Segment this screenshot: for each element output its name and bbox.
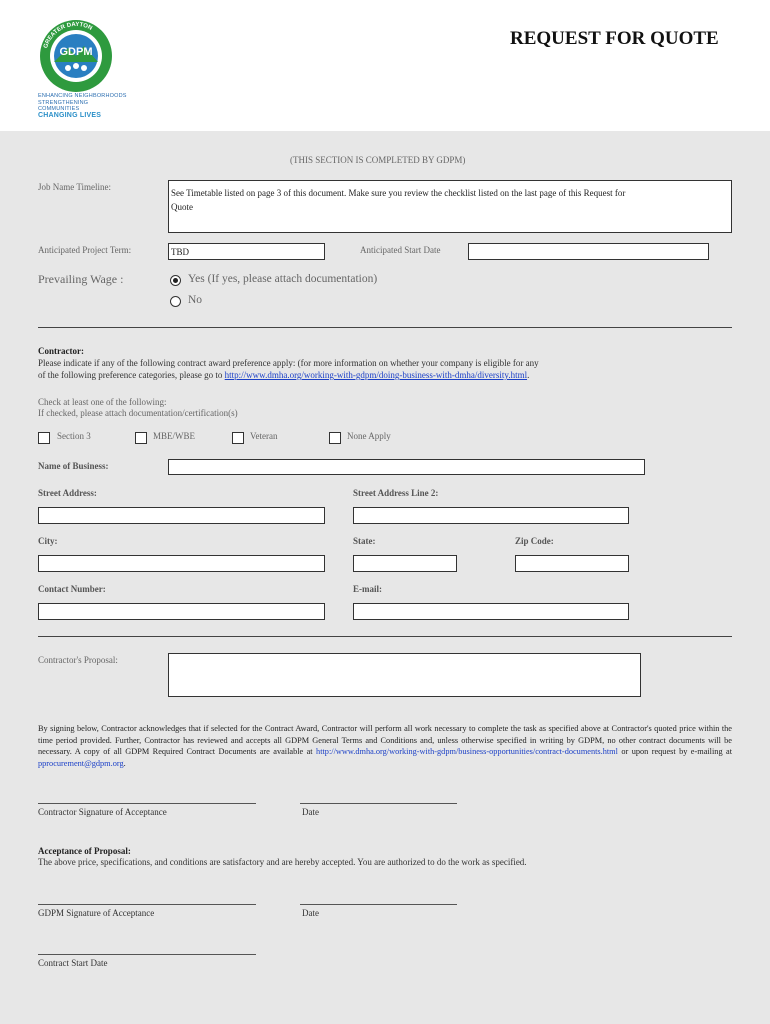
state-label: State: [353, 536, 376, 546]
business-label: Name of Business: [38, 461, 109, 471]
start-date-label: Anticipated Start Date [360, 245, 441, 255]
gdpm-logo [38, 18, 114, 94]
proposal-label: Contractor's Proposal: [38, 655, 118, 665]
section-divider-2 [38, 636, 732, 637]
mbe-wbe-label: MBE/WBE [153, 431, 195, 441]
diversity-link[interactable]: http://www.dmha.org/working-with-gdpm/doing-business-with-dmha/diversity.html [224, 370, 528, 380]
city-field[interactable] [38, 555, 325, 572]
acceptance-text: The above price, specifications, and conditions are satisfactory and are hereby accepted. You are authorized to do the work as specified. [38, 857, 527, 867]
contractor-signature-label: Contractor Signature of Acceptance [38, 807, 167, 817]
gdpm-signature-label: GDPM Signature of Acceptance [38, 908, 155, 918]
mbe-wbe-checkbox[interactable] [135, 432, 147, 444]
section3-label: Section 3 [57, 431, 91, 441]
job-name-field[interactable]: See Timetable listed on page 3 of this document. Make sure you review the checklist listed on the last page of this Request for Quote [168, 180, 732, 233]
street2-label: Street Address Line 2: [353, 488, 439, 498]
acceptance-heading: Acceptance of Proposal: [38, 846, 131, 856]
date-line-2[interactable] [300, 904, 457, 905]
preference-text: Please indicate if any of the following contract award preference apply: (for more information on whether your company is eligible for any [38, 358, 539, 368]
contractor-heading: Contractor: [38, 346, 84, 356]
date-line-1[interactable] [300, 803, 457, 804]
check-instruction-2: If checked, please attach documentation/certification(s) [38, 408, 238, 418]
street-label: Street Address: [38, 488, 97, 498]
wage-no-label: No [188, 294, 203, 306]
svg-text:GREATER DAYTON: GREATER DAYTON [43, 21, 93, 50]
veteran-label: Veteran [250, 431, 278, 441]
veteran-checkbox[interactable] [232, 432, 244, 444]
form-body [0, 131, 770, 1024]
street-field[interactable] [38, 507, 325, 524]
job-name-label: Job Name Timeline: [38, 182, 112, 192]
section3-checkbox[interactable] [38, 432, 50, 444]
date-label-2: Date [302, 908, 319, 918]
start-date-line[interactable] [38, 954, 256, 955]
procurement-email-link[interactable]: pprocurement@gdpm.org [38, 758, 124, 768]
term-field[interactable]: TBD [168, 243, 325, 260]
wage-label: Prevailing Wage : [38, 272, 124, 286]
proposal-field[interactable] [168, 653, 641, 697]
business-field[interactable] [168, 459, 645, 475]
gdpm-section-note: (THIS SECTION IS COMPLETED BY GDPM) [290, 155, 466, 165]
date-label-1: Date [302, 807, 319, 817]
logo-center-text: GDPM [59, 46, 93, 58]
contract-start-date-label: Contract Start Date [38, 958, 108, 968]
start-date-field[interactable] [468, 243, 709, 260]
section-divider [38, 327, 732, 328]
email-field[interactable] [353, 603, 629, 620]
logo-tagline: ENHANCING NEIGHBORHOODS STRENGTHENING COMMUNITIES CHANGING LIVES [38, 93, 127, 119]
wage-yes-radio[interactable] [170, 275, 181, 286]
wage-yes-label: Yes (If yes, please attach documentation) [188, 273, 378, 285]
contract-documents-link[interactable]: http://www.dmha.org/working-with-gdpm/business-opportunities/contract-documents.html [316, 747, 618, 757]
none-apply-label: None Apply [347, 431, 391, 441]
city-label: City: [38, 536, 58, 546]
preference-text-2: of the following preference categories, please go to http://www.dmha.org/working-with-gdpm/doing-business-with-dmha/diversity.html. [38, 370, 530, 380]
none-apply-checkbox[interactable] [329, 432, 341, 444]
page-title: REQUEST FOR QUOTE [510, 28, 719, 49]
page-header [0, 0, 770, 131]
phone-field[interactable] [38, 603, 325, 620]
state-field[interactable] [353, 555, 457, 572]
check-instruction: Check at least one of the following: [38, 397, 167, 407]
zip-label: Zip Code: [515, 536, 554, 546]
zip-field[interactable] [515, 555, 629, 572]
phone-label: Contact Number: [38, 584, 106, 594]
street2-field[interactable] [353, 507, 629, 524]
term-label: Anticipated Project Term: [38, 245, 132, 255]
gdpm-signature-line[interactable] [38, 904, 256, 905]
wage-no-radio[interactable] [170, 296, 181, 307]
email-label: E-mail: [353, 584, 382, 594]
agreement-paragraph: By signing below, Contractor acknowledges that if selected for the Contract Award, Contractor will perform all work necessary to complete the task as specified above at Contractor's quoted price within the time period provided. Further, Contractor has reviewed and accepts all GDPM General Terms and Conditions and, unless otherwise specified in writing by GDPM, no other contract documents will be necessary. A copy of all GDPM Required Contract Documents are available at http://www.dmha.org/working-with-gdpm/business-opportunities/contract-documents.html or upon request by e-mailing at pprocurement@gdpm.org. [38, 724, 732, 768]
contractor-signature-line[interactable] [38, 803, 256, 804]
